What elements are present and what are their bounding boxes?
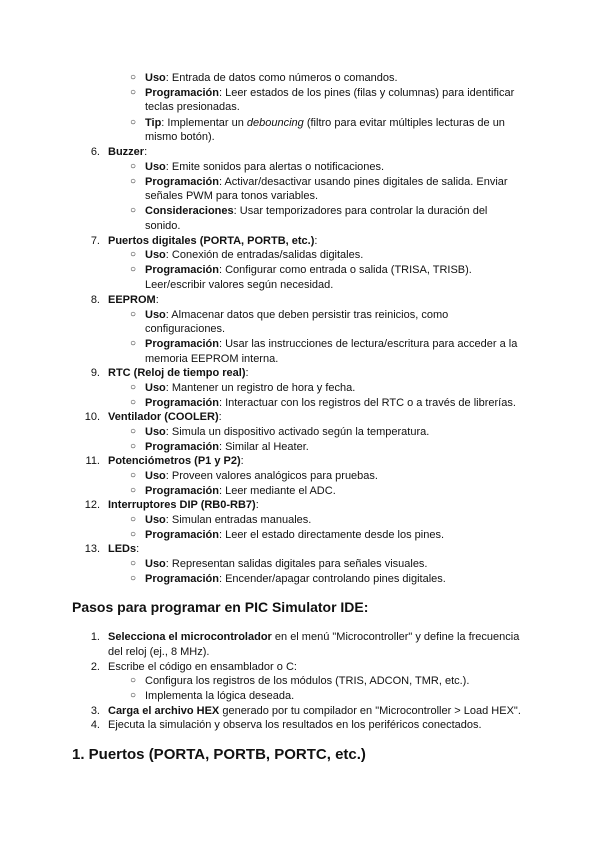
list-item-continuation: memoria EEPROM interna.	[145, 353, 279, 365]
list-item-continuation: del reloj (ej., 8 MHz).	[108, 646, 210, 658]
list-item: Uso: Almacenar datos que deben persistir tras reinicios, como	[145, 309, 449, 321]
list-item: Ejecuta la simulación y observa los resultados en los periféricos conectados.	[108, 719, 482, 731]
list-number: 11.	[85, 455, 100, 467]
bullet-circle-icon: ○	[130, 441, 137, 452]
list-item-title: RTC (Reloj de tiempo real):	[108, 367, 249, 379]
bullet-circle-icon: ○	[130, 205, 137, 216]
list-number: 7.	[90, 235, 100, 247]
list-number: 9.	[90, 367, 100, 379]
bullet-circle-icon: ○	[130, 514, 137, 525]
list-item: Uso: Entrada de datos como números o comandos.	[145, 72, 398, 84]
bullet-circle-icon: ○	[130, 309, 137, 320]
list-item-title: LEDs:	[108, 543, 140, 555]
bullet-circle-icon: ○	[130, 690, 137, 701]
list-item: Consideraciones: Usar temporizadores para controlar la duración del	[145, 205, 488, 217]
list-item: Uso: Conexión de entradas/salidas digitales.	[145, 249, 364, 261]
list-item: Tip: Implementar un debouncing (filtro para evitar múltiples lecturas de un	[145, 117, 505, 129]
bullet-circle-icon: ○	[130, 249, 137, 260]
bullet-circle-icon: ○	[130, 382, 137, 393]
bullet-circle-icon: ○	[130, 117, 137, 128]
list-item-title: Puertos digitales (PORTA, PORTB, etc.):	[108, 235, 318, 247]
list-number: 13.	[84, 543, 100, 555]
bullet-circle-icon: ○	[130, 176, 137, 187]
list-number: 2.	[90, 661, 100, 673]
bullet-circle-icon: ○	[130, 161, 137, 172]
list-item-continuation: mismo botón).	[145, 131, 215, 143]
list-item-continuation: teclas presionadas.	[145, 101, 240, 113]
list-item: Uso: Representan salidas digitales para señales visuales.	[145, 558, 428, 570]
bullet-circle-icon: ○	[130, 397, 137, 408]
list-item: Programación: Similar al Heater.	[145, 441, 309, 453]
bullet-circle-icon: ○	[130, 573, 137, 584]
list-item: Programación: Encender/apagar controlando pines digitales.	[145, 573, 446, 585]
list-item-continuation: Leer/escribir valores según necesidad.	[145, 279, 334, 291]
list-item: Configura los registros de los módulos (TRIS, ADCON, TMR, etc.).	[145, 675, 470, 687]
list-item: Programación: Leer mediante el ADC.	[145, 485, 336, 497]
list-item: Uso: Simulan entradas manuales.	[145, 514, 312, 526]
list-item: Carga el archivo HEX generado por tu compilador en "Microcontroller > Load HEX".	[108, 705, 521, 717]
list-item-title: Buzzer:	[108, 146, 148, 158]
bullet-circle-icon: ○	[130, 426, 137, 437]
list-item: Programación: Leer el estado directamente desde los pines.	[145, 529, 444, 541]
section-heading: Pasos para programar en PIC Simulator IDE:	[72, 599, 369, 615]
list-item: Uso: Proveen valores analógicos para pruebas.	[145, 470, 378, 482]
list-item: Programación: Leer estados de los pines (filas y columnas) para identificar	[145, 87, 515, 99]
list-item: Uso: Emite sonidos para alertas o notificaciones.	[145, 161, 385, 173]
list-number: 1.	[90, 631, 100, 643]
bullet-circle-icon: ○	[130, 558, 137, 569]
list-number: 12.	[84, 499, 100, 511]
list-item-title: Ventilador (COOLER):	[108, 411, 222, 423]
bullet-circle-icon: ○	[130, 675, 137, 686]
list-item: Selecciona el microcontrolador en el menú "Microcontroller" y define la frecuencia	[108, 631, 520, 643]
list-number: 4.	[90, 719, 100, 731]
list-item-title: EEPROM:	[108, 294, 159, 306]
list-item: Uso: Simula un dispositivo activado según la temperatura.	[145, 426, 430, 438]
list-item-title: Potenciómetros (P1 y P2):	[108, 455, 244, 467]
list-item: Implementa la lógica deseada.	[145, 690, 295, 702]
list-number: 10.	[84, 411, 100, 423]
list-item-continuation: configuraciones.	[145, 323, 226, 335]
list-item: Programación: Usar las instrucciones de lectura/escritura para acceder a la	[145, 338, 518, 350]
bullet-circle-icon: ○	[130, 470, 137, 481]
list-item: Escribe el código en ensamblador o C:	[108, 661, 297, 673]
list-number: 6.	[90, 146, 100, 158]
bullet-circle-icon: ○	[130, 264, 137, 275]
bullet-circle-icon: ○	[130, 529, 137, 540]
bullet-circle-icon: ○	[130, 338, 137, 349]
bullet-circle-icon: ○	[130, 87, 137, 98]
list-item: Programación: Activar/desactivar usando pines digitales de salida. Enviar	[145, 176, 508, 188]
list-item-title: Interruptores DIP (RB0-RB7):	[108, 499, 259, 511]
section-heading: 1. Puertos (PORTA, PORTB, PORTC, etc.)	[72, 746, 366, 763]
list-number: 3.	[90, 705, 100, 717]
list-number: 8.	[90, 294, 100, 306]
list-item: Programación: Interactuar con los registros del RTC o a través de librerías.	[145, 397, 516, 409]
list-item-continuation: sonido.	[145, 220, 181, 232]
bullet-circle-icon: ○	[130, 485, 137, 496]
list-item: Programación: Configurar como entrada o salida (TRISA, TRISB).	[145, 264, 472, 276]
list-item: Uso: Mantener un registro de hora y fecha.	[145, 382, 356, 394]
bullet-circle-icon: ○	[130, 72, 137, 83]
list-item-continuation: señales PWM para tonos variables.	[145, 190, 319, 202]
